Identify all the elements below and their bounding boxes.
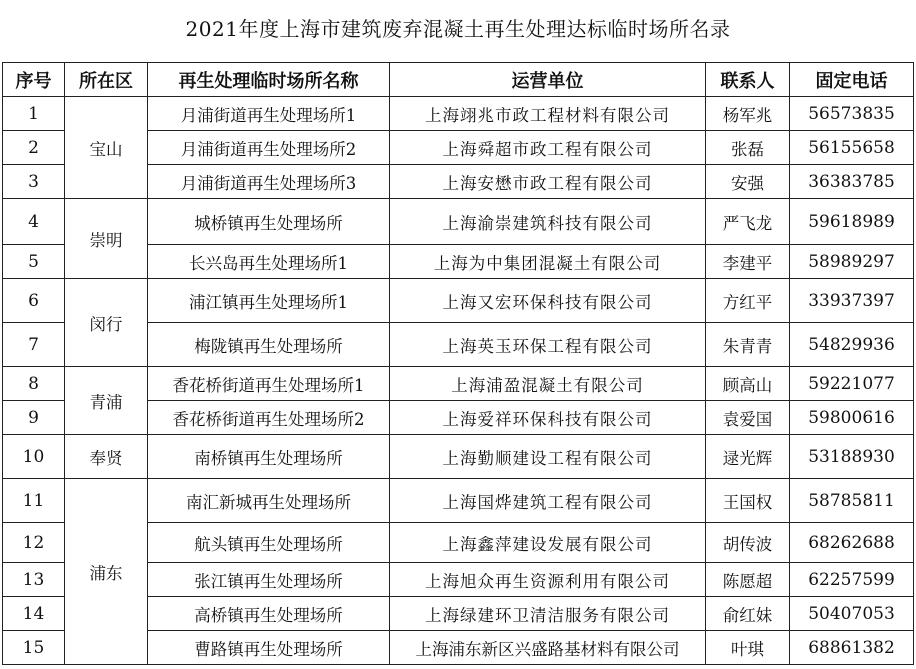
header-no: 序号 — [3, 63, 65, 97]
district-cell: 奉贤 — [65, 435, 148, 479]
row-no: 2 — [3, 131, 65, 165]
operator-cell: 上海浦盈混凝土有限公司 — [390, 367, 706, 401]
phone-cell: 56573835 — [790, 97, 914, 131]
contact-cell: 王国权 — [706, 479, 790, 523]
contact-cell: 逯光辉 — [706, 435, 790, 479]
operator-cell: 上海又宏环保科技有限公司 — [390, 279, 706, 323]
operator-cell: 上海为中集团混凝土有限公司 — [390, 245, 706, 279]
row-no: 10 — [3, 435, 65, 479]
phone-cell: 62257599 — [790, 563, 914, 597]
site-name-cell: 长兴岛再生处理场所1 — [148, 245, 390, 279]
row-no: 6 — [3, 279, 65, 323]
phone-cell: 58989297 — [790, 245, 914, 279]
row-no: 7 — [3, 323, 65, 367]
phone-cell: 68861382 — [790, 631, 914, 665]
site-name-cell: 曹路镇再生处理场所 — [148, 631, 390, 665]
table-row — [3, 479, 914, 523]
contact-cell: 朱青青 — [706, 323, 790, 367]
phone-cell: 59618989 — [790, 199, 914, 245]
contact-cell: 张磊 — [706, 131, 790, 165]
operator-cell: 上海勤顺建设工程有限公司 — [390, 435, 706, 479]
contact-cell: 叶琪 — [706, 631, 790, 665]
table-row — [3, 279, 914, 323]
table-row — [3, 435, 914, 479]
contact-cell: 杨军兆 — [706, 97, 790, 131]
district-cell: 青浦 — [65, 367, 148, 435]
site-name-cell: 香花桥街道再生处理场所1 — [148, 367, 390, 401]
row-no: 5 — [3, 245, 65, 279]
row-no: 3 — [3, 165, 65, 199]
phone-cell: 54829936 — [790, 323, 914, 367]
row-no: 13 — [3, 563, 65, 597]
site-name-cell: 月浦街道再生处理场所2 — [148, 131, 390, 165]
contact-cell: 俞红妹 — [706, 597, 790, 631]
site-name-cell: 月浦街道再生处理场所3 — [148, 165, 390, 199]
operator-cell: 上海舜超市政工程有限公司 — [390, 131, 706, 165]
operator-cell: 上海绿建环卫清洁服务有限公司 — [390, 597, 706, 631]
site-name-cell: 梅陇镇再生处理场所 — [148, 323, 390, 367]
operator-cell: 上海旭众再生资源利用有限公司 — [390, 563, 706, 597]
header-phone: 固定电话 — [790, 63, 914, 97]
site-name-cell: 城桥镇再生处理场所 — [148, 199, 390, 245]
contact-cell: 安强 — [706, 165, 790, 199]
document-title: 2021年度上海市建筑废弃混凝土再生处理达标临时场所名录 — [185, 17, 731, 41]
district-cell: 闵行 — [65, 279, 148, 367]
header-site: 再生处理临时场所名称 — [148, 63, 390, 97]
operator-cell: 上海浦东新区兴盛路基材料有限公司 — [390, 631, 706, 665]
operator-cell: 上海安懋市政工程有限公司 — [390, 165, 706, 199]
contact-cell: 胡传波 — [706, 523, 790, 563]
operator-cell: 上海翊兆市政工程材料有限公司 — [390, 97, 706, 131]
contact-cell: 袁爱国 — [706, 401, 790, 435]
phone-cell: 53188930 — [790, 435, 914, 479]
contact-cell: 陈愿超 — [706, 563, 790, 597]
district-cell: 宝山 — [65, 97, 148, 199]
phone-cell: 68262688 — [790, 523, 914, 563]
row-no: 4 — [3, 199, 65, 245]
phone-cell: 59221077 — [790, 367, 914, 401]
site-name-cell: 南桥镇再生处理场所 — [148, 435, 390, 479]
phone-cell: 58785811 — [790, 479, 914, 523]
table-row — [3, 367, 914, 401]
row-no: 14 — [3, 597, 65, 631]
contact-cell: 顾高山 — [706, 367, 790, 401]
site-name-cell: 月浦街道再生处理场所1 — [148, 97, 390, 131]
district-cell: 浦东 — [65, 479, 148, 665]
table-header-row — [3, 63, 914, 97]
row-no: 11 — [3, 479, 65, 523]
operator-cell: 上海爱祥环保科技有限公司 — [390, 401, 706, 435]
operator-cell: 上海渝崇建筑科技有限公司 — [390, 199, 706, 245]
contact-cell: 李建平 — [706, 245, 790, 279]
row-no: 12 — [3, 523, 65, 563]
phone-cell: 50407053 — [790, 597, 914, 631]
contact-cell: 严飞龙 — [706, 199, 790, 245]
phone-cell: 36383785 — [790, 165, 914, 199]
site-name-cell: 浦江镇再生处理场所1 — [148, 279, 390, 323]
table-row — [3, 199, 914, 245]
site-name-cell: 高桥镇再生处理场所 — [148, 597, 390, 631]
row-no: 9 — [3, 401, 65, 435]
row-no: 15 — [3, 631, 65, 665]
site-name-cell: 香花桥街道再生处理场所2 — [148, 401, 390, 435]
phone-cell: 33937397 — [790, 279, 914, 323]
operator-cell: 上海英玉环保工程有限公司 — [390, 323, 706, 367]
site-name-cell: 张江镇再生处理场所 — [148, 563, 390, 597]
phone-cell: 56155658 — [790, 131, 914, 165]
header-operator: 运营单位 — [390, 63, 706, 97]
table-row — [3, 97, 914, 131]
header-contact: 联系人 — [706, 63, 790, 97]
site-name-cell: 南汇新城再生处理场所 — [148, 479, 390, 523]
header-district: 所在区 — [65, 63, 148, 97]
operator-cell: 上海国烨建筑工程有限公司 — [390, 479, 706, 523]
district-cell: 崇明 — [65, 199, 148, 279]
row-no: 8 — [3, 367, 65, 401]
phone-cell: 59800616 — [790, 401, 914, 435]
row-no: 1 — [3, 97, 65, 131]
contact-cell: 方红平 — [706, 279, 790, 323]
site-name-cell: 航头镇再生处理场所 — [148, 523, 390, 563]
operator-cell: 上海鑫萍建设发展有限公司 — [390, 523, 706, 563]
site-registry-table — [2, 62, 914, 665]
